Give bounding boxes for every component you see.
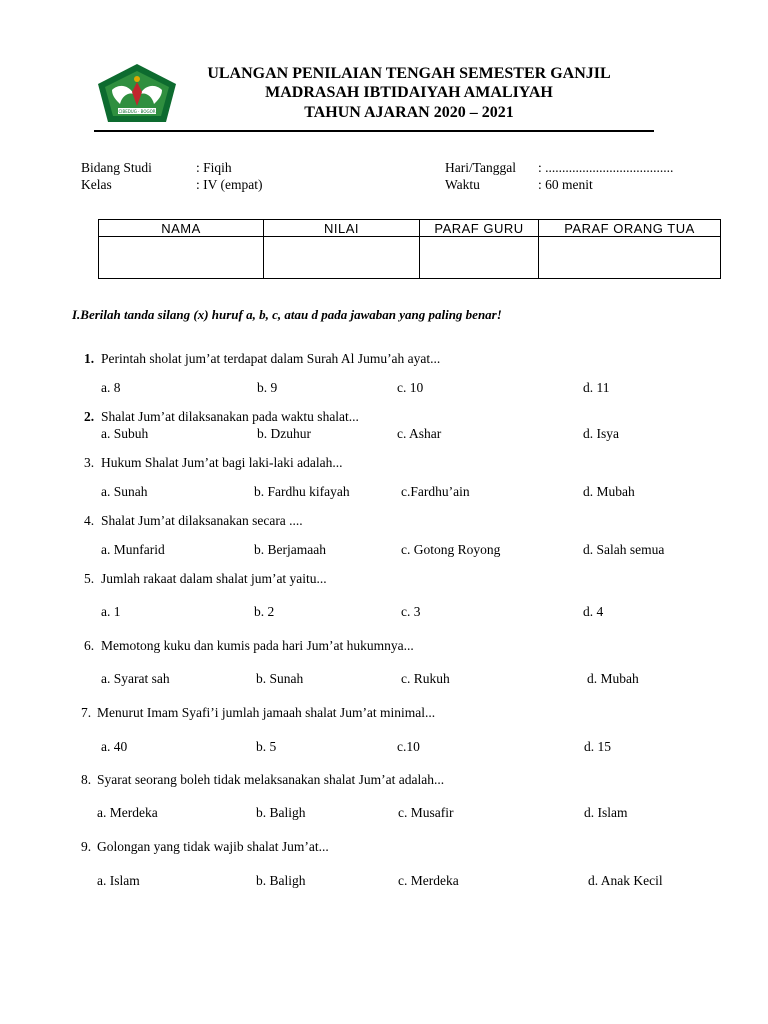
- option-d[interactable]: d. Mubah: [587, 671, 639, 686]
- option-c[interactable]: c. Rukuh: [401, 671, 450, 686]
- logo-banner-text: CIBEDUG · BOGOR: [118, 109, 156, 114]
- column-header-nilai: NILAI: [264, 220, 420, 237]
- question-number: 8.: [81, 772, 92, 787]
- question-text: Syarat seorang boleh tidak melaksanakan shalat Jum’at adalah...: [97, 772, 445, 787]
- option-b[interactable]: b. Baligh: [256, 873, 306, 888]
- question-number: 1.: [84, 351, 95, 366]
- option-b[interactable]: b. 9: [257, 380, 278, 395]
- option-d[interactable]: d. Anak Kecil: [588, 873, 663, 888]
- question-text: Golongan yang tidak wajib shalat Jum’at...: [97, 839, 329, 854]
- option-d[interactable]: d. 15: [584, 739, 611, 754]
- option-d[interactable]: d. Salah semua: [583, 542, 665, 557]
- paraf-orang-tua-cell[interactable]: [539, 237, 721, 279]
- question-text: Shalat Jum’at dilaksanakan pada waktu shalat...: [101, 409, 359, 424]
- option-b[interactable]: b. Baligh: [256, 805, 306, 820]
- nama-cell[interactable]: [99, 237, 264, 279]
- question-text: Hukum Shalat Jum’at bagi laki-laki adalah...: [101, 455, 343, 470]
- exam-title: ULANGAN PENILAIAN TENGAH SEMESTER GANJIL: [207, 65, 611, 82]
- class-label: Kelas: [81, 177, 112, 192]
- column-header-paraf-orang-tua: PARAF ORANG TUA: [539, 220, 721, 237]
- question-number: 5.: [84, 571, 95, 586]
- score-table-header-row: [99, 220, 721, 237]
- question-number: 4.: [84, 513, 95, 528]
- subject-value: : Fiqih: [196, 160, 232, 175]
- date-value: : ......................................: [538, 160, 674, 175]
- section-instruction: I.Berilah tanda silang (x) huruf a, b, c, atau d pada jawaban yang paling benar!: [72, 307, 502, 322]
- paraf-guru-cell[interactable]: [420, 237, 539, 279]
- question-number: 9.: [81, 839, 92, 854]
- score-table: [98, 219, 721, 279]
- time-label: Waktu: [445, 177, 480, 192]
- option-c[interactable]: c. Musafir: [398, 805, 454, 820]
- school-name: MADRASAH IBTIDAIYAH AMALIYAH: [265, 84, 553, 101]
- option-d[interactable]: d. 4: [583, 604, 604, 619]
- column-header-paraf-guru: PARAF GURU: [420, 220, 539, 237]
- option-c[interactable]: c. Gotong Royong: [401, 542, 501, 557]
- nilai-cell[interactable]: [264, 237, 420, 279]
- column-header-nama: NAMA: [99, 220, 264, 237]
- option-b[interactable]: b. Fardhu kifayah: [254, 484, 350, 499]
- option-a[interactable]: a. Munfarid: [101, 542, 165, 557]
- option-c[interactable]: c.Fardhu’ain: [401, 484, 470, 499]
- option-a[interactable]: a. 8: [101, 380, 121, 395]
- subject-label: Bidang Studi: [81, 160, 152, 175]
- option-b[interactable]: b. Sunah: [256, 671, 304, 686]
- option-b[interactable]: b. Dzuhur: [257, 426, 311, 441]
- question-text: Menurut Imam Syafi’i jumlah jamaah shalat Jum’at minimal...: [97, 705, 436, 720]
- option-a[interactable]: a. Syarat sah: [101, 671, 170, 686]
- option-b[interactable]: b. Berjamaah: [254, 542, 326, 557]
- option-a[interactable]: a. 40: [101, 739, 128, 754]
- question-number: 3.: [84, 455, 95, 470]
- score-table-entry-row: [99, 237, 721, 279]
- option-d[interactable]: d. Isya: [583, 426, 619, 441]
- option-d[interactable]: d. 11: [583, 380, 610, 395]
- option-c[interactable]: c. 3: [401, 604, 421, 619]
- option-d[interactable]: d. Islam: [584, 805, 628, 820]
- option-a[interactable]: a. Islam: [97, 873, 140, 888]
- option-c[interactable]: c. 10: [397, 380, 424, 395]
- option-a[interactable]: a. 1: [101, 604, 121, 619]
- question-number: 2.: [84, 409, 95, 424]
- class-value: : IV (empat): [196, 177, 263, 192]
- header-divider: [94, 130, 654, 132]
- option-b[interactable]: b. 5: [256, 739, 277, 754]
- time-value: : 60 menit: [538, 177, 593, 192]
- question-text: Jumlah rakaat dalam shalat jum’at yaitu...: [101, 571, 327, 586]
- option-c[interactable]: c. Ashar: [397, 426, 442, 441]
- option-a[interactable]: a. Merdeka: [97, 805, 158, 820]
- date-label: Hari/Tanggal: [445, 160, 517, 175]
- option-a[interactable]: a. Sunah: [101, 484, 148, 499]
- option-d[interactable]: d. Mubah: [583, 484, 635, 499]
- question-number: 6.: [84, 638, 95, 653]
- option-c[interactable]: c.10: [397, 739, 420, 754]
- question-text: Memotong kuku dan kumis pada hari Jum’at hukumnya...: [101, 638, 414, 653]
- academic-year: TAHUN AJARAN 2020 – 2021: [304, 104, 514, 121]
- option-c[interactable]: c. Merdeka: [398, 873, 459, 888]
- question-text: Shalat Jum’at dilaksanakan secara ....: [101, 513, 303, 528]
- option-b[interactable]: b. 2: [254, 604, 275, 619]
- option-a[interactable]: a. Subuh: [101, 426, 149, 441]
- question-number: 7.: [81, 705, 92, 720]
- question-text: Perintah sholat jum’at terdapat dalam Surah Al Jumu’ah ayat...: [101, 351, 441, 366]
